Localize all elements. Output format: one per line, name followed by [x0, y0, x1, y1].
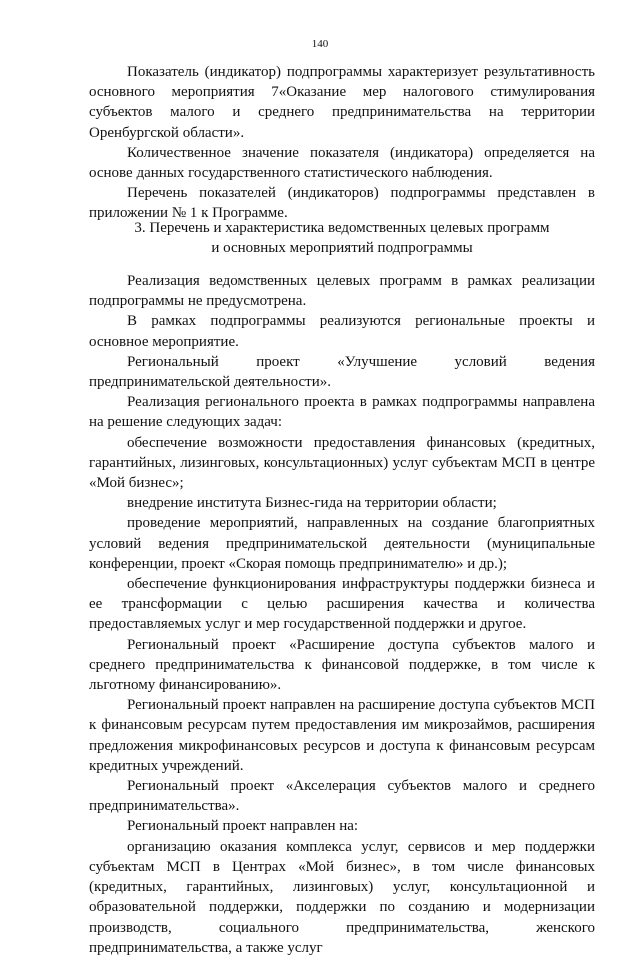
paragraph: Региональный проект «Акселерация субъектов малого и среднего предпринимательства». [89, 778, 595, 815]
paragraph: Региональный проект «Расширение доступа субъектов малого и среднего предпринимательства к финансовой поддержке, в том числе к льготному финансированию». [89, 636, 595, 694]
paragraph: Реализация ведомственных целевых программ в рамках реализации подпрограммы не предусмотрена. [89, 273, 595, 310]
paragraph: Региональный проект направлен на расширение доступа субъектов МСП к финансовым ресурсам путем предоставления им микрозаймов, расширения предложения микрофинансовых ресурсов и доступа к финансовым ресурсам кредитных учреждений. [89, 697, 595, 774]
paragraph: Региональный проект «Улучшение условий ведения предпринимательской деятельности». [89, 353, 595, 391]
paragraph: Региональный проект направлен на: [127, 818, 359, 835]
section-heading [89, 218, 595, 258]
paragraph: обеспечение возможности предоставления финансовых (кредитных, гарантийных, лизинговых, консультационных) услуг субъектам МСП в центре «Мой бизнес»; [89, 434, 595, 492]
paragraph: Реализация регионального проекта в рамках подпрограммы направлена на решение следующих задач: [89, 394, 595, 431]
paragraph: проведение мероприятий, направленных на создание благоприятных условий ведения предпринимательской деятельности (муниципальные конференции, проект «Скорая помощь предпринимателю» и др.); [89, 515, 595, 572]
paragraph: обеспечение функционирования инфраструктуры поддержки бизнеса и ее трансформации с целью расширения качества и количества предоставляемых услуг и мер государственной поддержки и другое. [89, 576, 595, 633]
section-heading-line: и основных мероприятий подпрограммы [211, 240, 473, 256]
section-heading-line: 3. Перечень и характеристика ведомственных целевых программ [134, 220, 550, 236]
paragraph: В рамках подпрограммы реализуются региональные проекты и основное мероприятие. [89, 313, 595, 350]
paragraph: внедрение института Бизнес-гида на территории области; [127, 495, 497, 512]
intro-section [89, 62, 595, 224]
page-number: 140 [311, 38, 329, 50]
paragraph: Количественное значение показателя (индикатора) определяется на основе данных государственного статистического наблюдения. [89, 144, 595, 182]
paragraph: организацию оказания комплекса услуг, сервисов и мер поддержки субъектам МСП в Центрах «Мой бизнес», в том числе финансовых (кредитных, гарантийных, лизинговых) услуг, консультационной и образовательной поддержки, поддержки по созданию и модернизации производств, социального предпринимательства, женского предпринимательства, а также услуг [89, 838, 595, 956]
paragraph: Показатель (индикатор) подпрограммы характеризует результативность основного мероприятия 7«Оказание мер налогового стимулирования субъектов малого и среднего предпринимательства на территории Оренбургской области». [89, 64, 595, 141]
paragraph: Перечень показателей (индикаторов) подпрограммы представлен в приложении № 1 к Программе. [89, 185, 595, 222]
section-body [89, 271, 595, 958]
